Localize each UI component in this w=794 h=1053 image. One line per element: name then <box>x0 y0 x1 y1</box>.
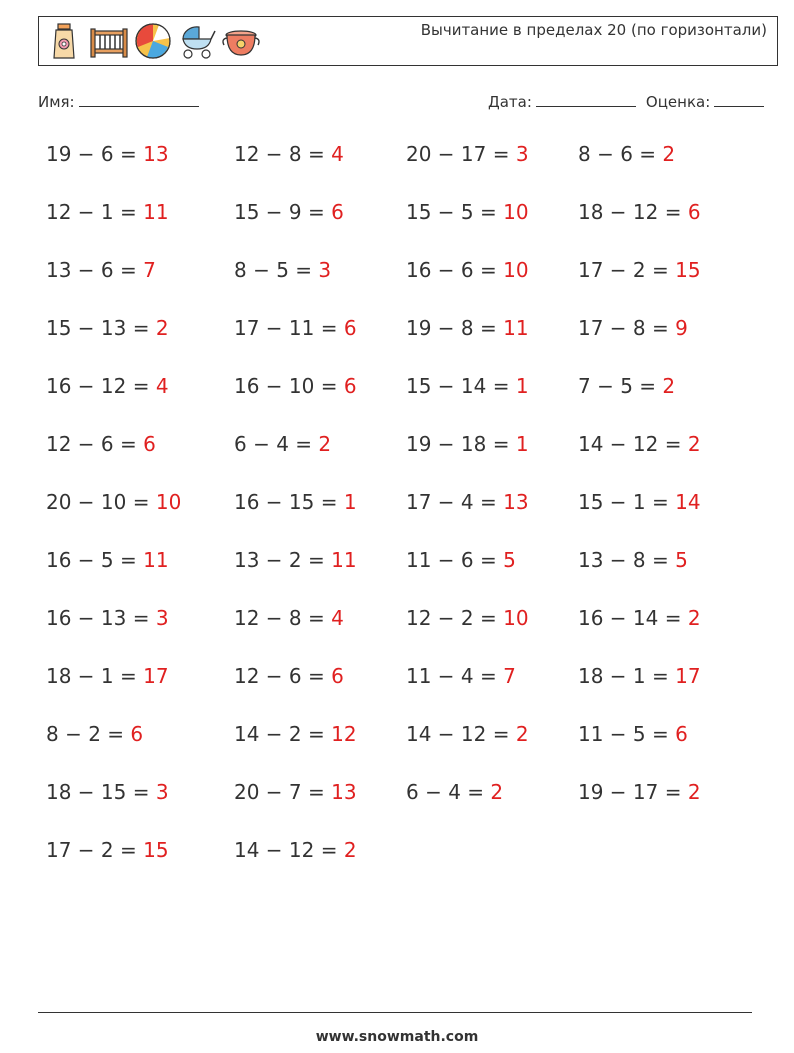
problem-answer: 6 <box>331 664 344 688</box>
problem-question: 12 − 2 = <box>406 606 504 630</box>
problem-item <box>46 722 143 746</box>
date-label: Дата: <box>488 93 532 111</box>
problem-question: 19 − 8 = <box>406 316 504 340</box>
problem-item <box>578 606 701 630</box>
problem-answer: 17 <box>675 664 701 688</box>
problem-question: 19 − 17 = <box>578 780 688 804</box>
problem-item <box>578 374 675 398</box>
problem-answer: 4 <box>155 374 169 398</box>
problem-question: 16 − 13 = <box>46 606 156 630</box>
problem-answer: 1 <box>515 374 529 398</box>
problem-answer: 11 <box>143 548 169 572</box>
problem-answer: 2 <box>687 780 701 804</box>
problem-answer: 13 <box>143 142 169 166</box>
problem-item <box>406 664 516 688</box>
problem-item <box>578 142 675 166</box>
date-score-fields <box>488 92 764 111</box>
score-blank[interactable] <box>714 92 764 107</box>
problem-answer: 15 <box>675 258 701 282</box>
problem-item <box>234 606 344 630</box>
problem-answer: 15 <box>143 838 169 862</box>
problem-item <box>234 780 357 804</box>
problem-question: 12 − 1 = <box>46 200 144 224</box>
problem-answer: 2 <box>343 838 357 862</box>
problem-question: 7 − 5 = <box>578 374 663 398</box>
problem-item <box>578 548 688 572</box>
worksheet-title: Вычитание в пределах 20 (по горизонтали) <box>420 21 767 39</box>
problem-item <box>406 316 529 340</box>
problem-answer: 14 <box>675 490 701 514</box>
problem-item <box>578 722 688 746</box>
problem-question: 12 − 6 = <box>234 664 332 688</box>
problem-answer: 3 <box>318 258 332 282</box>
problem-item <box>578 432 701 456</box>
problem-question: 12 − 6 = <box>46 432 144 456</box>
problem-question: 16 − 14 = <box>578 606 688 630</box>
problem-answer: 10 <box>155 490 182 514</box>
problem-answer: 6 <box>343 374 357 398</box>
problem-question: 12 − 8 = <box>234 142 332 166</box>
problem-question: 15 − 9 = <box>234 200 332 224</box>
problem-answer: 13 <box>331 780 357 804</box>
problem-answer: 2 <box>515 722 529 746</box>
header-icons <box>45 21 261 61</box>
problem-question: 11 − 6 = <box>406 548 504 572</box>
problem-question: 8 − 5 = <box>234 258 319 282</box>
problem-item <box>406 200 529 224</box>
problem-question: 20 − 10 = <box>46 490 156 514</box>
problem-answer: 6 <box>687 200 701 224</box>
name-blank[interactable] <box>79 92 199 107</box>
date-blank[interactable] <box>536 92 636 107</box>
problem-question: 16 − 12 = <box>46 374 156 398</box>
problem-answer: 10 <box>503 606 529 630</box>
problem-item <box>46 374 169 398</box>
problem-item <box>578 664 701 688</box>
problem-question: 20 − 17 = <box>406 142 516 166</box>
problem-question: 20 − 7 = <box>234 780 332 804</box>
problem-item <box>578 258 701 282</box>
problem-question: 8 − 6 = <box>578 142 663 166</box>
problem-question: 19 − 18 = <box>406 432 516 456</box>
problem-item <box>578 490 701 514</box>
problem-question: 14 − 12 = <box>578 432 688 456</box>
problem-item <box>406 142 529 166</box>
problem-item <box>46 142 169 166</box>
problem-answer: 2 <box>490 780 504 804</box>
problem-question: 17 − 2 = <box>578 258 676 282</box>
problem-question: 16 − 5 = <box>46 548 144 572</box>
problem-item <box>234 722 357 746</box>
problem-question: 18 − 15 = <box>46 780 156 804</box>
problem-question: 14 − 12 = <box>234 838 344 862</box>
problem-question: 17 − 4 = <box>406 490 504 514</box>
problem-answer: 1 <box>343 490 357 514</box>
problem-question: 12 − 8 = <box>234 606 332 630</box>
crib-icon <box>89 21 129 61</box>
problem-answer: 3 <box>515 142 529 166</box>
problem-question: 15 − 5 = <box>406 200 504 224</box>
worksheet-header <box>38 16 778 66</box>
problem-answer: 6 <box>343 316 357 340</box>
problem-item <box>406 780 503 804</box>
problem-answer: 17 <box>143 664 169 688</box>
problem-item <box>406 548 516 572</box>
problem-answer: 9 <box>675 316 688 340</box>
problem-item <box>406 258 529 282</box>
problem-answer: 10 <box>503 200 529 224</box>
problem-question: 15 − 13 = <box>46 316 156 340</box>
problem-question: 17 − 8 = <box>578 316 676 340</box>
problem-answer: 7 <box>503 664 516 688</box>
problem-question: 6 − 4 = <box>406 780 491 804</box>
problem-question: 15 − 1 = <box>578 490 676 514</box>
problem-item <box>46 200 169 224</box>
problem-item <box>46 548 169 572</box>
problem-answer: 2 <box>687 432 701 456</box>
problem-item <box>406 490 529 514</box>
name-field <box>38 92 199 111</box>
problem-item <box>406 606 529 630</box>
problem-answer: 11 <box>143 200 169 224</box>
problem-answer: 2 <box>687 606 701 630</box>
footer-divider <box>38 1012 752 1013</box>
problem-item <box>46 664 169 688</box>
problem-question: 18 − 12 = <box>578 200 688 224</box>
problem-item <box>234 664 344 688</box>
problem-question: 13 − 6 = <box>46 258 144 282</box>
problem-answer: 12 <box>331 722 357 746</box>
problem-item <box>234 490 357 514</box>
problem-question: 16 − 6 = <box>406 258 504 282</box>
problem-answer: 5 <box>675 548 688 572</box>
stroller-icon <box>177 21 217 61</box>
problem-question: 13 − 2 = <box>234 548 332 572</box>
problem-item <box>234 316 357 340</box>
problem-answer: 13 <box>503 490 529 514</box>
problem-question: 8 − 2 = <box>46 722 131 746</box>
problem-item <box>406 374 529 398</box>
problem-item <box>234 200 344 224</box>
footer-url: www.snowmath.com <box>315 1029 479 1045</box>
problem-item <box>234 258 331 282</box>
problem-question: 11 − 5 = <box>578 722 676 746</box>
problem-answer: 3 <box>155 780 169 804</box>
problem-question: 14 − 2 = <box>234 722 332 746</box>
problem-answer: 1 <box>515 432 529 456</box>
problem-question: 19 − 6 = <box>46 142 144 166</box>
problem-item <box>46 432 156 456</box>
problem-question: 6 − 4 = <box>234 432 319 456</box>
problem-answer: 6 <box>675 722 688 746</box>
problem-answer: 6 <box>331 200 344 224</box>
problem-answer: 5 <box>503 548 516 572</box>
problem-question: 14 − 12 = <box>406 722 516 746</box>
problem-question: 16 − 15 = <box>234 490 344 514</box>
problem-item <box>46 780 169 804</box>
name-label: Имя: <box>38 93 75 111</box>
problem-answer: 2 <box>662 142 676 166</box>
problem-item <box>578 316 688 340</box>
problem-answer: 11 <box>331 548 357 572</box>
problem-question: 18 − 1 = <box>578 664 676 688</box>
problem-answer: 2 <box>155 316 169 340</box>
problem-question: 13 − 8 = <box>578 548 676 572</box>
problem-item <box>234 432 331 456</box>
problem-question: 15 − 14 = <box>406 374 516 398</box>
beach-ball-icon <box>133 21 173 61</box>
problem-item <box>46 316 169 340</box>
baby-bottle-icon <box>45 21 85 61</box>
problem-item <box>46 838 169 862</box>
problem-item <box>234 374 357 398</box>
problem-item <box>234 142 344 166</box>
problem-answer: 6 <box>130 722 144 746</box>
problem-answer: 2 <box>662 374 676 398</box>
problem-answer: 4 <box>331 606 344 630</box>
problem-item <box>234 548 357 572</box>
problem-answer: 11 <box>503 316 529 340</box>
problem-item <box>46 490 181 514</box>
problem-question: 17 − 2 = <box>46 838 144 862</box>
problem-item <box>234 838 357 862</box>
problem-item <box>406 722 529 746</box>
problem-question: 17 − 11 = <box>234 316 344 340</box>
score-label: Оценка: <box>645 93 711 111</box>
problem-answer: 7 <box>143 258 156 282</box>
problem-answer: 4 <box>331 142 344 166</box>
problem-question: 18 − 1 = <box>46 664 144 688</box>
problem-item <box>578 780 701 804</box>
problem-answer: 6 <box>143 432 156 456</box>
problem-item <box>406 432 529 456</box>
problem-answer: 2 <box>318 432 332 456</box>
problem-item <box>46 258 156 282</box>
problem-question: 16 − 10 = <box>234 374 344 398</box>
problem-answer: 10 <box>503 258 529 282</box>
problem-item <box>578 200 701 224</box>
problem-item <box>46 606 169 630</box>
problem-question: 11 − 4 = <box>406 664 504 688</box>
problem-answer: 3 <box>155 606 169 630</box>
potty-icon <box>221 21 261 61</box>
